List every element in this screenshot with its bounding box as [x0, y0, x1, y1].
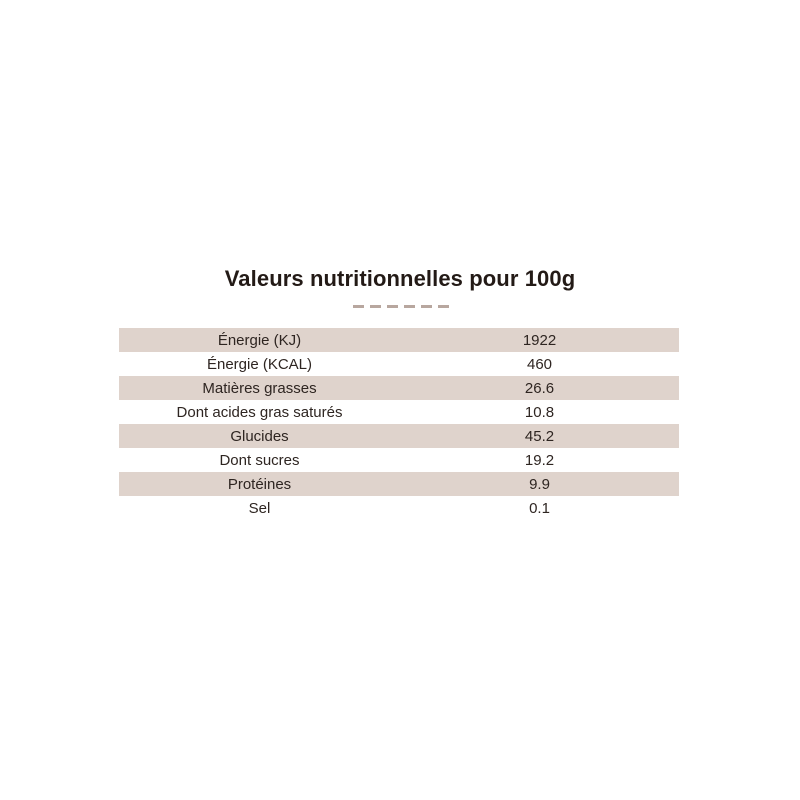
- table-row: [119, 400, 679, 424]
- nutrient-value: 45.2: [400, 424, 679, 448]
- nutrition-table: [119, 328, 679, 520]
- nutrient-value: 19.2: [400, 448, 679, 472]
- nutrient-value: 1922: [400, 328, 679, 352]
- table-row: [119, 472, 679, 496]
- table-row: [119, 424, 679, 448]
- title-divider: [353, 305, 449, 308]
- table-row: [119, 496, 679, 520]
- nutrient-label: Énergie (KCAL): [119, 352, 400, 376]
- divider-dash: [370, 305, 381, 308]
- table-row: [119, 376, 679, 400]
- nutrient-value: 460: [400, 352, 679, 376]
- divider-dash: [353, 305, 364, 308]
- divider-dash: [438, 305, 449, 308]
- divider-dash: [421, 305, 432, 308]
- divider-dash: [404, 305, 415, 308]
- table-row: [119, 448, 679, 472]
- nutrient-label: Énergie (KJ): [119, 328, 400, 352]
- nutrient-label: Matières grasses: [119, 376, 400, 400]
- nutrition-title: Valeurs nutritionnelles pour 100g: [224, 266, 576, 291]
- nutrient-label: Dont acides gras saturés: [119, 400, 400, 424]
- nutrient-label: Sel: [119, 496, 400, 520]
- nutrient-label: Dont sucres: [119, 448, 400, 472]
- nutrient-value: 0.1: [400, 496, 679, 520]
- table-row: [119, 328, 679, 352]
- nutrient-value: 10.8: [400, 400, 679, 424]
- nutrient-label: Protéines: [119, 472, 400, 496]
- table-row: [119, 352, 679, 376]
- nutrient-value: 26.6: [400, 376, 679, 400]
- nutrient-label: Glucides: [119, 424, 400, 448]
- nutrient-value: 9.9: [400, 472, 679, 496]
- divider-dash: [387, 305, 398, 308]
